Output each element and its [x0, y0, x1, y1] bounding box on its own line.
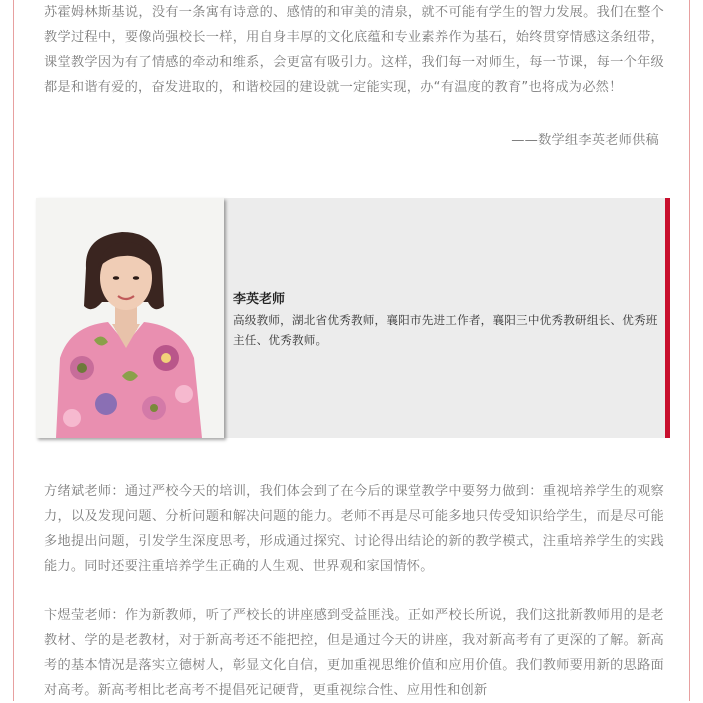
teacher-info	[233, 290, 663, 350]
teacher-name: 李英老师	[233, 292, 286, 307]
left-border-line	[13, 0, 14, 701]
teacher-profile-card	[36, 198, 670, 438]
card-accent-bar	[665, 198, 670, 438]
article-signature: ——数学组李英老师供稿	[511, 133, 659, 148]
right-border-line	[689, 0, 690, 701]
teacher-photo	[36, 198, 224, 438]
paragraph-bian: 卞煜莹老师：作为新教师，听了严校长的讲座感到受益匪浅。正如严校长所说，我们这批新教师用的是老教材、学的是老教材，对于新高考还不能把控，但是通过今天的讲座，我对新高考有了更深的了解。新高考的基本情况是落实立德树人，彰显文化自信，更加重视思维价值和应用价值。我们教师要用新的思路面对高考。新高考相比老高考不提倡死记硬背，更重视综合性、应用性和创新	[44, 608, 664, 698]
teacher-description: 高级教师，湖北省优秀教师，襄阳市先进工作者，襄阳三中优秀教研组长、优秀班主任、优秀教师。	[233, 313, 658, 347]
paragraph-quote: 苏霍姆林斯基说，没有一条寓有诗意的、感情的和审美的清泉，就不可能有学生的智力发展。我们在整个教学过程中，要像尚强校长一样，用自身丰厚的文化底蕴和专业素养作为基石，始终贯穿情感这条纽带，课堂教学因为有了情感的牵动和维系，会更富有吸引力。这样，我们每一对师生，每一节课，每一个年级都是和谐有爱的，奋发进取的，和谐校园的建设就一定能实现，办“有温度的教育”也将成为必然！	[44, 5, 664, 95]
paragraph-fang: 方绪斌老师：通过严校今天的培训，我们体会到了在今后的课堂教学中要努力做到：重视培养学生的观察力，以及发现问题、分析问题和解决问题的能力。老师不再是尽可能多地只传受知识给学生，而是尽可能多地提出问题，引发学生深度思考，形成通过探究、讨论得出结论的新的教学模式，注重培养学生的实践能力。同时还要注重培养学生正确的人生观、世界观和家国情怀。	[44, 484, 664, 574]
